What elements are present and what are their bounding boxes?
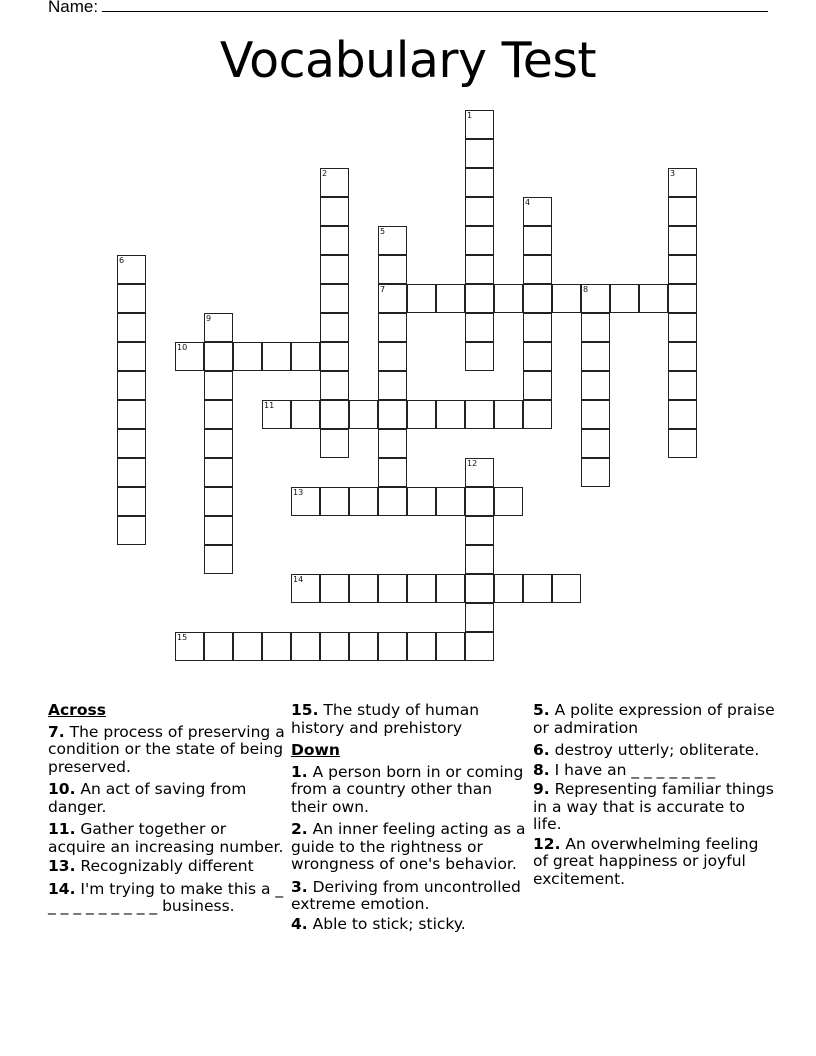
page-title: Vocabulary Test: [219, 32, 597, 89]
grid-cell[interactable]: [291, 487, 320, 516]
grid-cell[interactable]: [581, 458, 610, 487]
clue-number: 13: [293, 488, 304, 497]
grid-cell[interactable]: [117, 487, 146, 516]
clues-column-2: [291, 702, 531, 938]
grid-cell[interactable]: [668, 342, 697, 371]
grid-cell[interactable]: [320, 313, 349, 342]
clue-down-6: 6. destroy utterly; obliterate.: [533, 741, 760, 759]
grid-cell[interactable]: [378, 226, 407, 255]
grid-cell[interactable]: [320, 284, 349, 313]
grid-cell[interactable]: [668, 429, 697, 458]
grid-cell[interactable]: [117, 255, 146, 284]
grid-cell[interactable]: [436, 284, 465, 313]
grid-cell[interactable]: [204, 516, 233, 545]
grid-cell[interactable]: [378, 458, 407, 487]
grid-cell[interactable]: [465, 284, 494, 313]
clue-number: 14: [293, 575, 304, 584]
grid-cell[interactable]: [291, 400, 320, 429]
grid-cell[interactable]: [262, 632, 291, 661]
grid-cell[interactable]: [204, 342, 233, 371]
clue-number: 2: [322, 169, 328, 178]
grid-cell[interactable]: [262, 342, 291, 371]
grid-cell[interactable]: [320, 429, 349, 458]
grid-cell[interactable]: [465, 574, 494, 603]
grid-cell[interactable]: [494, 574, 523, 603]
grid-cell[interactable]: [465, 458, 494, 487]
grid-cell[interactable]: [668, 168, 697, 197]
grid-cell[interactable]: [465, 313, 494, 342]
grid-cell[interactable]: [523, 371, 552, 400]
down-heading: Down: [291, 741, 340, 759]
grid-cell[interactable]: [320, 168, 349, 197]
grid-cell[interactable]: [523, 226, 552, 255]
clue-down-3: 3. Deriving from uncontrolled extreme emotion.: [291, 877, 521, 913]
grid-cell[interactable]: [204, 400, 233, 429]
grid-cell[interactable]: [581, 313, 610, 342]
grid-cell[interactable]: [465, 632, 494, 661]
clues-column-1: [48, 702, 288, 921]
grid-cell[interactable]: [117, 371, 146, 400]
grid-cell[interactable]: [668, 371, 697, 400]
grid-cell[interactable]: [407, 400, 436, 429]
grid-cell[interactable]: [610, 284, 639, 313]
clue-number: 6: [119, 256, 125, 265]
grid-cell[interactable]: [581, 284, 610, 313]
clue-down-9: 9. Representing familiar things in a way that is accurate to life.: [533, 780, 774, 833]
grid-cell[interactable]: [204, 313, 233, 342]
grid-cell[interactable]: [378, 342, 407, 371]
grid-cell[interactable]: [320, 574, 349, 603]
grid-cell[interactable]: [378, 284, 407, 313]
grid-cell[interactable]: [378, 574, 407, 603]
clue-number: 1: [467, 111, 473, 120]
clue-across-14: 14. I'm trying to make this a _ _ _ _ _ _ _ _ _ _ business.: [48, 879, 284, 915]
clue-down-12: 12. An overwhelming feeling of great happiness or joyful excitement.: [533, 834, 759, 888]
clue-across-15: 15. The study of human history and prehistory: [291, 701, 480, 737]
clue-down-2: 2. An inner feeling acting as a guide to the rightness or wrongness of one's behavior.: [291, 820, 526, 873]
grid-cell[interactable]: [233, 632, 262, 661]
name-blank-line[interactable]: [102, 0, 768, 12]
grid-cell[interactable]: [668, 197, 697, 226]
across-heading: Across: [48, 701, 106, 719]
grid-cell[interactable]: [204, 458, 233, 487]
grid-cell[interactable]: [407, 284, 436, 313]
clue-across-11: 11. Gather together or acquire an increasing number.: [48, 820, 284, 856]
grid-cell[interactable]: [320, 255, 349, 284]
grid-cell[interactable]: [262, 400, 291, 429]
grid-cell[interactable]: [523, 284, 552, 313]
grid-cell[interactable]: [465, 139, 494, 168]
grid-cell[interactable]: [465, 400, 494, 429]
clue-number: 11: [264, 401, 275, 410]
grid-cell[interactable]: [349, 574, 378, 603]
grid-cell[interactable]: [349, 400, 378, 429]
grid-cell[interactable]: [378, 313, 407, 342]
grid-cell[interactable]: [552, 284, 581, 313]
grid-cell[interactable]: [523, 313, 552, 342]
clue-number: 9: [206, 314, 212, 323]
grid-cell[interactable]: [407, 574, 436, 603]
grid-cell[interactable]: [320, 632, 349, 661]
grid-cell[interactable]: [117, 458, 146, 487]
grid-cell[interactable]: [639, 284, 668, 313]
grid-cell[interactable]: [349, 632, 378, 661]
grid-cell[interactable]: [436, 487, 465, 516]
grid-cell[interactable]: [117, 342, 146, 371]
grid-cell[interactable]: [204, 429, 233, 458]
grid-cell[interactable]: [465, 255, 494, 284]
grid-cell[interactable]: [378, 255, 407, 284]
grid-cell[interactable]: [581, 371, 610, 400]
grid-cell[interactable]: [436, 400, 465, 429]
clue-down-5: 5. A polite expression of praise or admiration: [533, 701, 775, 737]
grid-cell[interactable]: [233, 342, 262, 371]
grid-cell[interactable]: [523, 400, 552, 429]
grid-cell[interactable]: [320, 197, 349, 226]
grid-cell[interactable]: [117, 516, 146, 545]
grid-cell[interactable]: [378, 429, 407, 458]
grid-cell[interactable]: [117, 284, 146, 313]
grid-cell[interactable]: [668, 313, 697, 342]
grid-cell[interactable]: [465, 226, 494, 255]
grid-cell[interactable]: [465, 603, 494, 632]
grid-cell[interactable]: [407, 487, 436, 516]
grid-cell[interactable]: [349, 487, 378, 516]
grid-cell[interactable]: [465, 342, 494, 371]
grid-cell[interactable]: [407, 632, 436, 661]
grid-cell[interactable]: [668, 284, 697, 313]
grid-cell[interactable]: [378, 632, 407, 661]
grid-cell[interactable]: [320, 226, 349, 255]
crossword-grid: [117, 110, 717, 670]
grid-cell[interactable]: [465, 197, 494, 226]
grid-cell[interactable]: [552, 574, 581, 603]
clue-number: 5: [380, 227, 386, 236]
grid-cell[interactable]: [204, 545, 233, 574]
grid-cell[interactable]: [320, 342, 349, 371]
clue-number: 4: [525, 198, 531, 207]
grid-cell[interactable]: [581, 400, 610, 429]
grid-cell[interactable]: [465, 168, 494, 197]
grid-cell[interactable]: [204, 632, 233, 661]
grid-cell[interactable]: [320, 400, 349, 429]
grid-cell[interactable]: [523, 574, 552, 603]
grid-cell[interactable]: [117, 429, 146, 458]
grid-cell[interactable]: [378, 487, 407, 516]
grid-cell[interactable]: [291, 574, 320, 603]
grid-cell[interactable]: [581, 429, 610, 458]
clue-down-8: 8. I have an _ _ _ _ _ _ _: [533, 760, 716, 779]
grid-cell[interactable]: [523, 342, 552, 371]
grid-cell[interactable]: [175, 342, 204, 371]
clue-across-7: 7. The process of preserving a condition or the state of being preserved.: [48, 722, 285, 776]
grid-cell[interactable]: [436, 632, 465, 661]
grid-cell[interactable]: [117, 400, 146, 429]
grid-cell[interactable]: [494, 284, 523, 313]
clue-number: 12: [467, 459, 478, 468]
grid-cell[interactable]: [581, 342, 610, 371]
grid-cell[interactable]: [668, 400, 697, 429]
grid-cell[interactable]: [465, 516, 494, 545]
grid-cell[interactable]: [465, 487, 494, 516]
grid-cell[interactable]: [523, 197, 552, 226]
grid-cell[interactable]: [523, 255, 552, 284]
grid-cell[interactable]: [204, 371, 233, 400]
grid-cell[interactable]: [175, 632, 204, 661]
clue-across-13: 13. Recognizably different: [48, 857, 254, 875]
clue-down-1: 1. A person born in or coming from a country other than their own.: [291, 762, 524, 816]
grid-cell[interactable]: [204, 487, 233, 516]
grid-cell[interactable]: [465, 545, 494, 574]
clue-number: 7: [380, 285, 386, 294]
grid-cell[interactable]: [320, 487, 349, 516]
clues-column-3: [533, 702, 778, 893]
clue-down-4: 4. Able to stick; sticky.: [291, 914, 466, 933]
grid-cell[interactable]: [291, 342, 320, 371]
grid-cell[interactable]: [378, 400, 407, 429]
clue-number: 15: [177, 633, 188, 642]
grid-cell[interactable]: [320, 371, 349, 400]
grid-cell[interactable]: [494, 400, 523, 429]
grid-cell[interactable]: [117, 313, 146, 342]
clue-number: 8: [583, 285, 589, 294]
grid-cell[interactable]: [494, 487, 523, 516]
name-field[interactable]: [48, 0, 768, 17]
clue-number: 10: [177, 343, 188, 352]
grid-cell[interactable]: [291, 632, 320, 661]
name-label: Name:: [48, 0, 99, 16]
clue-across-10: 10. An act of saving from danger.: [48, 780, 247, 816]
grid-cell[interactable]: [668, 255, 697, 284]
grid-cell[interactable]: [668, 226, 697, 255]
grid-cell[interactable]: [436, 574, 465, 603]
grid-cell[interactable]: [378, 371, 407, 400]
clue-number: 3: [670, 169, 676, 178]
grid-cell[interactable]: [465, 110, 494, 139]
